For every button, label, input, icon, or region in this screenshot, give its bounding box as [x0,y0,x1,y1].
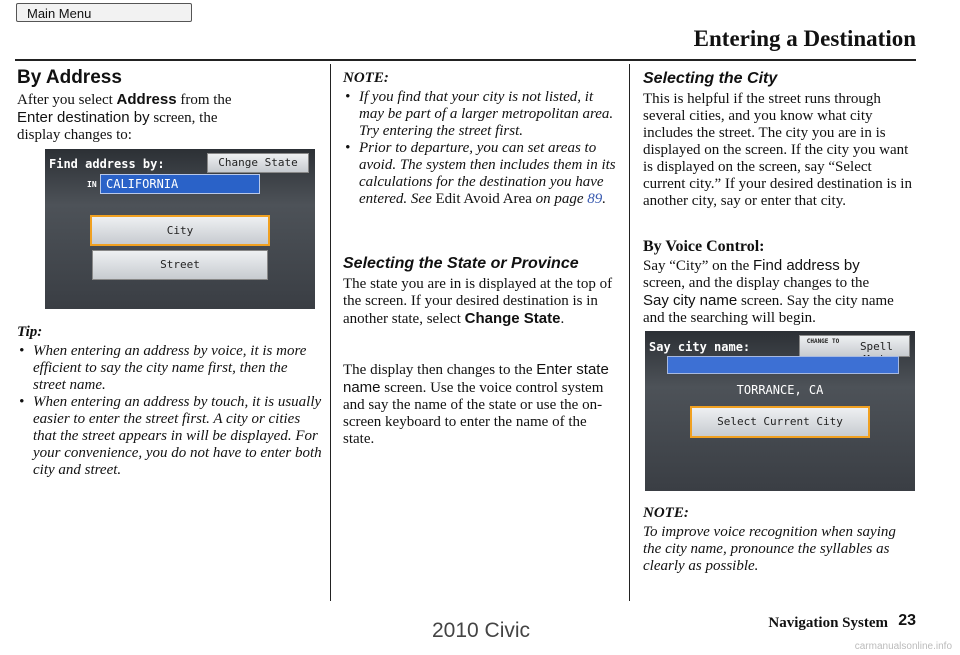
change-state-button[interactable]: Change State [207,153,309,173]
note-list [343,89,618,208]
list-item: • Prior to departure, you can set areas to avoid. The system then includes them in its calculations for the destination you have entered. See Edit Avoid Area on page 89. [343,140,618,208]
watermark: 2010 Civic [432,619,531,642]
header-divider [15,59,916,61]
screen-title: Find address by: [49,157,165,171]
current-city-label: TORRANCE, CA [736,383,824,397]
find-address-screen [45,149,315,309]
city-name-field[interactable] [667,356,899,374]
tip-list [17,343,322,479]
tip-label: Tip: [17,324,43,340]
page-link[interactable]: 89 [587,191,603,207]
note-label: NOTE: [643,505,689,521]
select-current-city-button[interactable]: Select Current City [690,406,870,438]
voice-paragraph: Say “City” on the Find address by screen, and the display changes to the Say city name screen. Say the city name and the searching will begin. [643,257,894,326]
note-label: NOTE: [343,70,389,86]
footer-title: Navigation System [768,615,888,631]
street-button[interactable]: Street [92,250,268,280]
column-divider [330,64,331,601]
city-paragraph: This is helpful if the street runs through several cities, and you know what city includes the street. The city you are in is displayed on the screen. If the city you want is displayed on the screen, say “Select current city.” If your desired destination is in another city, say or enter that city. [643,91,912,209]
in-label: IN [87,180,97,189]
note-text: To improve voice recognition when saying the city name, pronounce the syllables as clearly as possible. [643,524,896,574]
screen-title: Say city name: [649,340,751,354]
list-item: • When entering an address by touch, it is usually easier to enter the street first. A city or cities that the street appears in will be displayed. For your convenience, you do not have to enter both city and street. [17,394,322,479]
state-paragraph: The state you are in is displayed at the top of the screen. If your desired destination is in another state, select Change State. [343,276,613,327]
display-paragraph: The display then changes to the Enter state name screen. Use the voice control system and say the name of the state or use the on-screen keyboard to enter the name of the state. [343,361,609,447]
subheading: Selecting the City [643,70,778,87]
subheading: Selecting the State or Province [343,255,579,272]
main-menu-button[interactable]: Main Menu [16,3,192,22]
column-divider [629,64,630,601]
intro-paragraph: After you select Address from the Enter destination by screen, the display changes to: [17,91,232,143]
say-city-screen [645,331,915,491]
site-watermark: carmanualsonline.info [854,641,952,652]
page-number: 23 [898,612,916,629]
spell-mode-button[interactable]: CHANGE TO Spell [799,335,910,357]
voice-heading: By Voice Control: [643,238,765,255]
section-heading: By Address [17,67,122,88]
city-button[interactable]: City [90,215,270,246]
state-field[interactable]: CALIFORNIA [100,174,260,194]
list-item: • When entering an address by voice, it is more efficient to say the city name first, then the street name. [17,343,322,394]
page-title: Entering a Destination [693,26,916,51]
list-item: • If you find that your city is not listed, it may be part of a larger metropolitan area. Try entering the street first. [343,89,618,140]
